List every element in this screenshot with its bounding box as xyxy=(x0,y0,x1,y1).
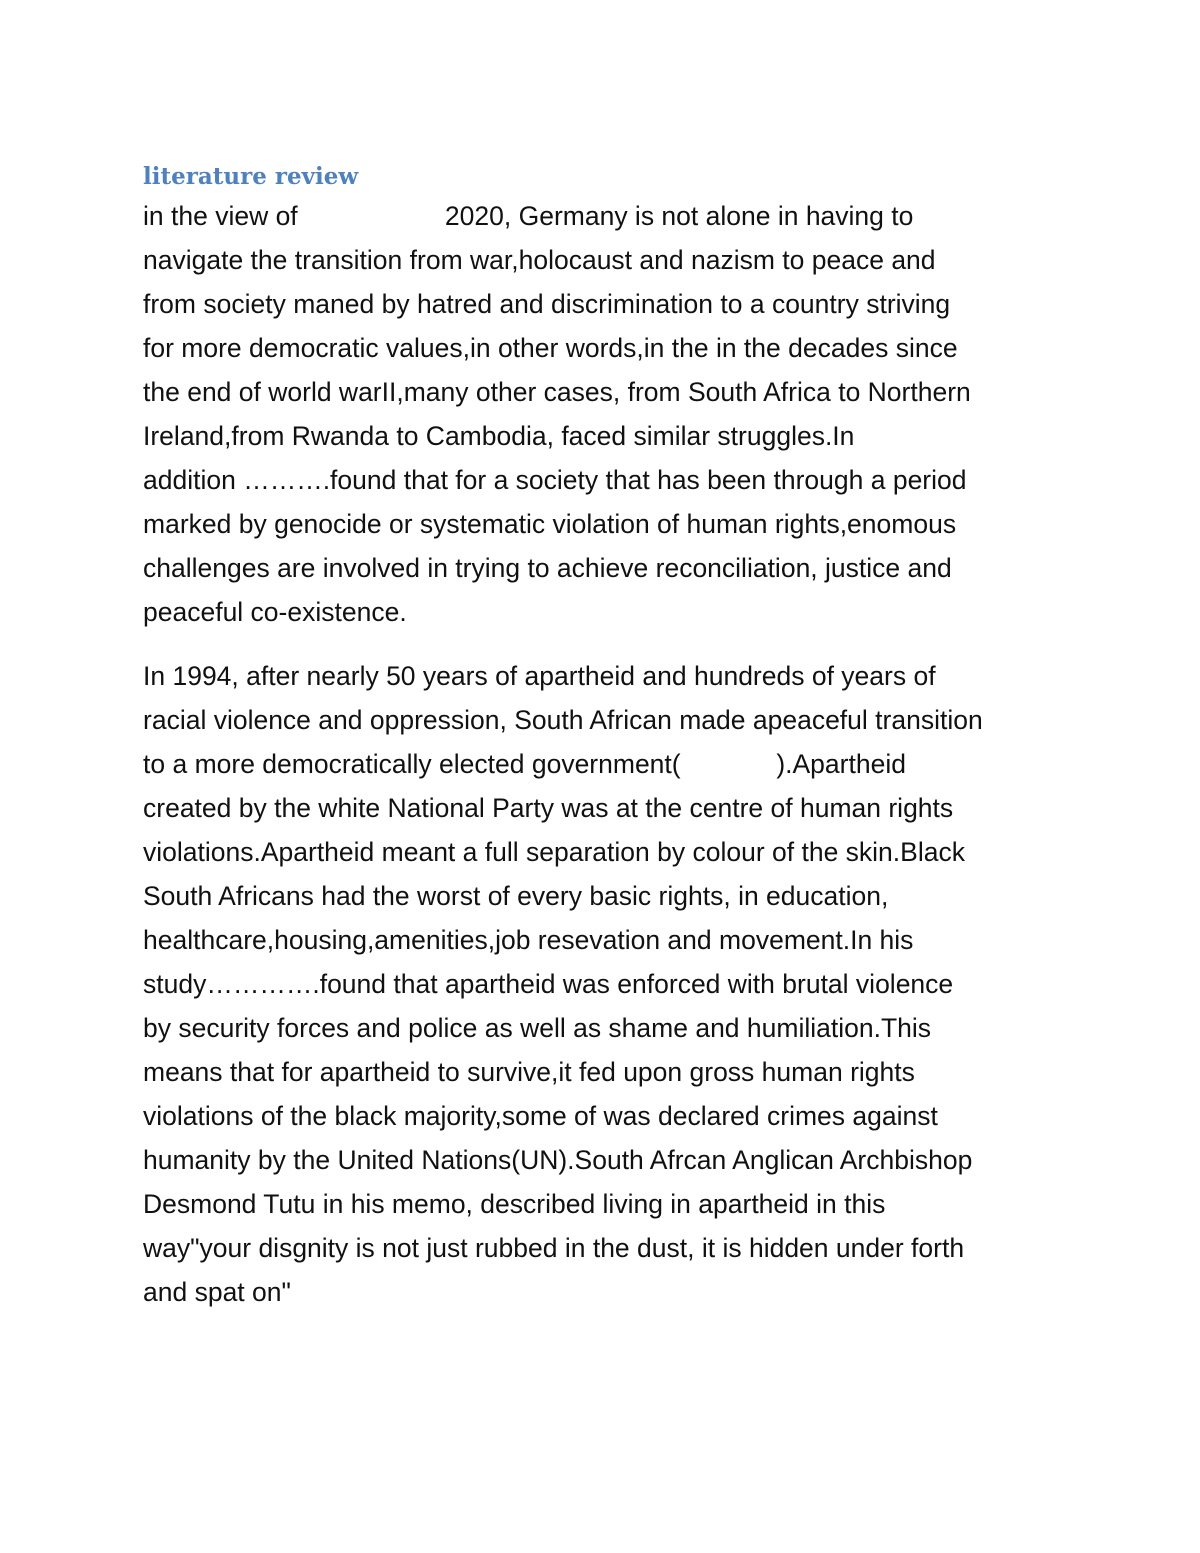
paragraph-line: Desmond Tutu in his memo, described living in apartheid in this xyxy=(143,1189,886,1219)
paragraph-line: violations of the black majority,some of was declared crimes against xyxy=(143,1101,938,1131)
paragraph-line: way"your disgnity is not just rubbed in the dust, it is hidden under forth xyxy=(143,1233,965,1263)
paragraph-line: violations.Apartheid meant a full separation by colour of the skin.Black xyxy=(143,837,965,867)
paragraph-line: navigate the transition from war,holocaust and nazism to peace and xyxy=(143,245,936,275)
paragraph-line: by security forces and police as well as shame and humiliation.This xyxy=(143,1013,932,1043)
paragraph-line: addition ……….found that for a society that has been through a period xyxy=(143,465,967,495)
paragraph-line: to a more democratically elected government( ).Apartheid xyxy=(143,749,906,779)
paragraph-line: healthcare,housing,amenities,job resevation and movement.In his xyxy=(143,925,914,955)
paragraph-line: racial violence and oppression, South African made apeaceful transition xyxy=(143,705,983,735)
paragraph-line: the end of world warII,many other cases, from South Africa to Northern xyxy=(143,377,971,407)
section-heading: literature review xyxy=(143,163,359,190)
paragraph-line: Ireland,from Rwanda to Cambodia, faced similar struggles.In xyxy=(143,421,855,451)
paragraph-2 xyxy=(143,654,1073,1314)
paragraph-line: In 1994, after nearly 50 years of apartheid and hundreds of years of xyxy=(143,661,936,691)
paragraph-line: and spat on" xyxy=(143,1277,291,1307)
paragraph-line: for more democratic values,in other words,in the in the decades since xyxy=(143,333,958,363)
paragraph-line: peaceful co-existence. xyxy=(143,597,407,627)
paragraph-1 xyxy=(143,194,1073,634)
paragraph-line: marked by genocide or systematic violation of human rights,enomous xyxy=(143,509,957,539)
paragraph-line: from society maned by hatred and discrimination to a country striving xyxy=(143,289,951,319)
paragraph-line: humanity by the United Nations(UN).South Afrcan Anglican Archbishop xyxy=(143,1145,973,1175)
paragraph-line: South Africans had the worst of every basic rights, in education, xyxy=(143,881,889,911)
paragraph-line: created by the white National Party was at the centre of human rights xyxy=(143,793,954,823)
paragraph-line: means that for apartheid to survive,it fed upon gross human rights xyxy=(143,1057,915,1087)
paragraph-line: in the view of 2020, Germany is not alone in having to xyxy=(143,201,914,231)
paragraph-line: challenges are involved in trying to achieve reconciliation, justice and xyxy=(143,553,952,583)
paragraph-line: study………….found that apartheid was enforced with brutal violence xyxy=(143,969,954,999)
